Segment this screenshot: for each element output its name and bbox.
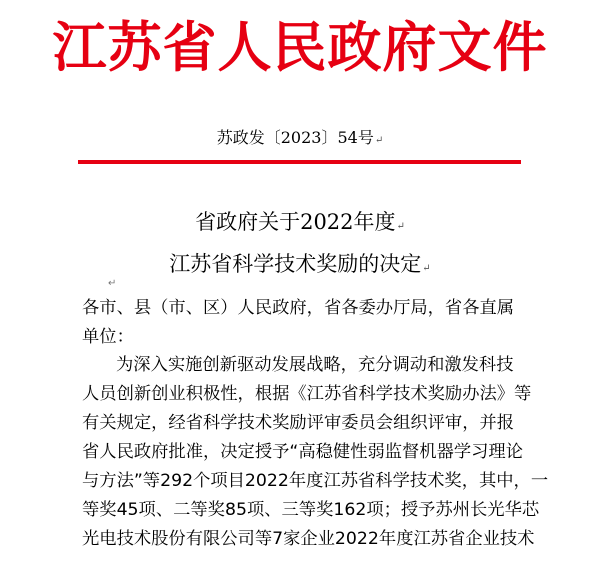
body-text-line: 等奖45项、二等奖85项、三等奖162项；授予苏州长光华芯 (82, 500, 540, 520)
body-text-line: 人员创新创业积极性，根据《江苏省科学技术奖励办法》等 (82, 384, 532, 404)
document-title-text-1: 省政府关于2022年度 (195, 210, 396, 234)
document-title-line-2 (0, 250, 600, 283)
paragraph-mark-icon: ↵ (422, 263, 431, 274)
document-title-line-1 (0, 208, 600, 241)
document-number (0, 128, 600, 151)
document-title-text-2: 江苏省科学技术奖励的决定 (169, 252, 422, 276)
red-separator-rule (78, 160, 521, 164)
body-text-line: 有关规定，经省科学技术奖励评审委员会组织评审，并报 (82, 413, 515, 433)
body-text-line: 单位： (82, 327, 134, 347)
body-text-line: 省人民政府批准，决定授予“高稳健性弱监督机器学习理论 (82, 442, 523, 462)
document-header-title: 江苏省人民政府文件 (52, 15, 548, 79)
body-text-line: 与方法”等292个项目2022年度江苏省科学技术奖，其中，一 (82, 471, 549, 491)
body-text-line: 各市、县（市、区）人民政府，省各委办厅局，省各直属 (82, 298, 515, 318)
paragraph-mark-icon: ↵ (374, 135, 384, 146)
paragraph-mark-icon: ↵ (108, 278, 117, 289)
body-text-line: 为深入实施创新驱动发展战略，充分调动和激发科技 (116, 355, 514, 375)
body-text-line: 光电技术股份有限公司等7家企业2022年度江苏省企业技术 (82, 529, 535, 549)
paragraph-mark-icon: ↵ (396, 221, 405, 232)
document-number-text: 苏政发〔2023〕54号 (216, 128, 374, 147)
